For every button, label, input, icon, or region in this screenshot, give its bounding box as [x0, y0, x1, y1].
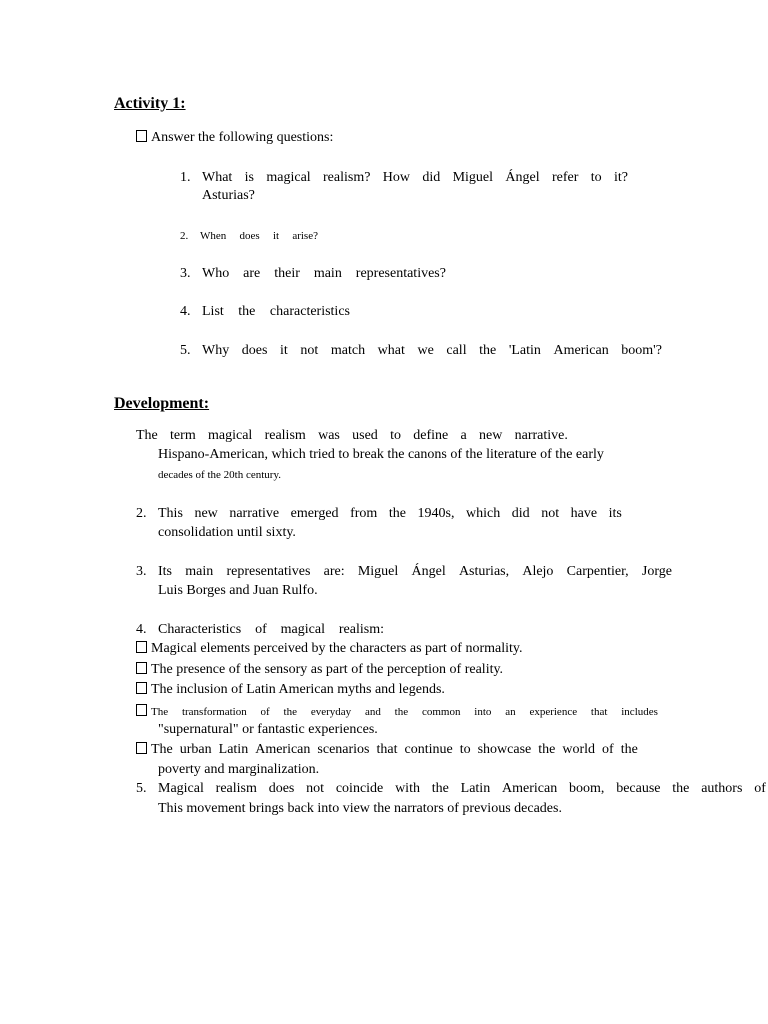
word: experience — [529, 706, 578, 718]
word: the — [620, 742, 638, 757]
word: What — [202, 170, 233, 185]
word: used — [352, 428, 378, 443]
bullet-item — [136, 742, 151, 758]
word: The — [136, 428, 158, 443]
word: American — [255, 742, 311, 757]
item-5-line-1 — [158, 781, 766, 797]
development-paragraph-line-3: decades of the 20th century. — [158, 469, 281, 481]
word: to — [459, 742, 471, 757]
item-3-line-2: Luis Borges and Juan Rulfo. — [158, 583, 318, 598]
word: showcase — [477, 742, 532, 757]
question-number: 5. — [180, 343, 191, 358]
word: realism — [264, 428, 306, 443]
word: we — [417, 343, 434, 358]
word: magical — [207, 428, 253, 443]
bullet-item — [136, 704, 151, 720]
word: American — [502, 781, 558, 796]
item-2-line-1 — [158, 506, 622, 522]
word: does — [239, 230, 260, 242]
word: Magical — [158, 781, 204, 796]
bullet-5-line-2: poverty and marginalization. — [158, 762, 320, 777]
word: authors — [701, 781, 743, 796]
question-1-line-2: Asturias? — [202, 188, 255, 203]
word: This — [158, 506, 183, 521]
word: with — [395, 781, 420, 796]
word: of — [260, 706, 270, 718]
word: main — [313, 266, 342, 281]
word: not — [306, 781, 325, 796]
word: a — [460, 428, 467, 443]
question-2 — [200, 228, 318, 244]
question-number: 4. — [180, 304, 191, 319]
word: Miguel — [452, 170, 494, 185]
word: Miguel — [357, 564, 399, 579]
word: did — [422, 170, 441, 185]
word: it? — [613, 170, 628, 185]
item-4-line-1 — [158, 622, 384, 638]
word: of — [602, 742, 614, 757]
word: are: — [323, 564, 345, 579]
question-number: 1. — [180, 170, 191, 185]
word: new — [479, 428, 503, 443]
word: boom, — [569, 781, 605, 796]
bullet-text: The inclusion of Latin American myths and legends. — [151, 682, 445, 697]
word: urban — [179, 742, 212, 757]
checkbox-icon — [136, 130, 147, 142]
word: narrative. — [514, 428, 568, 443]
word: Ángel — [505, 170, 540, 185]
bullet-text: The presence of the sensory as part of the perception of reality. — [151, 662, 504, 677]
word: does — [241, 343, 268, 358]
word: Latin — [460, 781, 491, 796]
word: is — [244, 170, 255, 185]
word: the — [388, 506, 406, 521]
item-number: 2. — [136, 506, 147, 521]
word: the — [479, 343, 497, 358]
word: what — [377, 343, 405, 358]
word: The — [151, 742, 173, 757]
item-number: 4. — [136, 622, 147, 637]
bullet-item — [136, 682, 445, 698]
word: representatives? — [355, 266, 446, 281]
word: Carpentier, — [566, 564, 629, 579]
instruction-text: Answer the following questions: — [151, 130, 334, 145]
activity-instruction — [136, 130, 333, 146]
item-number: 3. — [136, 564, 147, 579]
word: Characteristics — [158, 622, 242, 637]
word: are — [243, 266, 261, 281]
word: the — [431, 781, 449, 796]
word: When — [200, 230, 227, 242]
word: from — [350, 506, 378, 521]
word: and — [364, 706, 381, 718]
item-3-line-1 — [158, 564, 672, 580]
word: realism — [215, 781, 257, 796]
word: does — [268, 781, 295, 796]
word: transformation — [181, 706, 247, 718]
word: The — [151, 706, 169, 718]
word: of — [754, 781, 766, 796]
word: not — [300, 343, 319, 358]
question-5 — [202, 343, 662, 359]
word: which — [466, 506, 501, 521]
word: Latin — [218, 742, 249, 757]
word: to — [390, 428, 401, 443]
word: Asturias, — [458, 564, 510, 579]
word: 'Latin — [508, 343, 541, 358]
development-paragraph-line-1 — [136, 428, 568, 444]
word: characteristics — [269, 304, 350, 319]
word: coincide — [335, 781, 384, 796]
word: into — [474, 706, 492, 718]
word: 1940s, — [417, 506, 455, 521]
word: realism: — [338, 622, 384, 637]
word: arise? — [292, 230, 318, 242]
bullet-4-line-1 — [151, 704, 658, 720]
word: realism? — [323, 170, 371, 185]
bullet-item — [136, 662, 503, 678]
word: magical — [266, 170, 311, 185]
word: Who — [202, 266, 230, 281]
word: of — [255, 622, 267, 637]
question-3 — [202, 266, 446, 282]
word: American — [553, 343, 609, 358]
word: call — [446, 343, 467, 358]
word: did — [511, 506, 530, 521]
activity-title: Activity 1: — [114, 95, 186, 112]
word: its — [608, 506, 622, 521]
word: includes — [621, 706, 658, 718]
word: to — [590, 170, 602, 185]
item-2-line-2: consolidation until sixty. — [158, 525, 296, 540]
question-1-line-1 — [202, 170, 628, 186]
word: narrative — [229, 506, 280, 521]
bullet-item — [136, 641, 523, 657]
word: because — [616, 781, 661, 796]
word: common — [421, 706, 461, 718]
word: the — [538, 742, 556, 757]
development-paragraph-line-2: Hispano-American, which tried to break the canons of the literature of the early — [158, 447, 604, 462]
word: Jorge — [641, 564, 672, 579]
word: it — [272, 230, 280, 242]
bullet-4-line-2: "supernatural" or fantastic experiences. — [158, 722, 378, 737]
bullet-5-line-1 — [151, 742, 638, 758]
checkbox-icon — [136, 682, 147, 694]
word: main — [185, 564, 214, 579]
word: was — [318, 428, 340, 443]
word: define — [413, 428, 449, 443]
word: match — [330, 343, 366, 358]
word: Its — [158, 564, 172, 579]
checkbox-icon — [136, 704, 147, 716]
question-number: 3. — [180, 266, 191, 281]
checkbox-icon — [136, 641, 147, 653]
question-4 — [202, 304, 350, 320]
word: term — [170, 428, 196, 443]
word: scenarios — [317, 742, 370, 757]
word: Ángel — [411, 564, 446, 579]
word: Why — [202, 343, 230, 358]
item-number: 5. — [136, 781, 147, 796]
word: the — [672, 781, 690, 796]
word: everyday — [310, 706, 352, 718]
word: representatives — [226, 564, 311, 579]
question-number: 2. — [180, 230, 189, 242]
development-title: Development: — [114, 395, 210, 412]
checkbox-icon — [136, 662, 147, 674]
word: that — [376, 742, 398, 757]
word: new — [194, 506, 218, 521]
word: the — [394, 706, 409, 718]
word: boom'? — [621, 343, 662, 358]
word: world — [562, 742, 596, 757]
word: their — [274, 266, 300, 281]
word: that — [590, 706, 608, 718]
word: continue — [404, 742, 453, 757]
bullet-text: Magical elements perceived by the characters as part of normality. — [151, 641, 523, 656]
word: it — [280, 343, 288, 358]
word: not — [541, 506, 560, 521]
word: How — [382, 170, 411, 185]
word: emerged — [290, 506, 339, 521]
item-5-line-2: This movement brings back into view the narrators of previous decades. — [158, 801, 562, 816]
word: an — [505, 706, 516, 718]
word: magical — [280, 622, 325, 637]
word: have — [570, 506, 598, 521]
word: List — [202, 304, 224, 319]
checkbox-icon — [136, 742, 147, 754]
word: refer — [551, 170, 579, 185]
word: the — [283, 706, 297, 718]
word: the — [238, 304, 256, 319]
word: Alejo — [522, 564, 554, 579]
